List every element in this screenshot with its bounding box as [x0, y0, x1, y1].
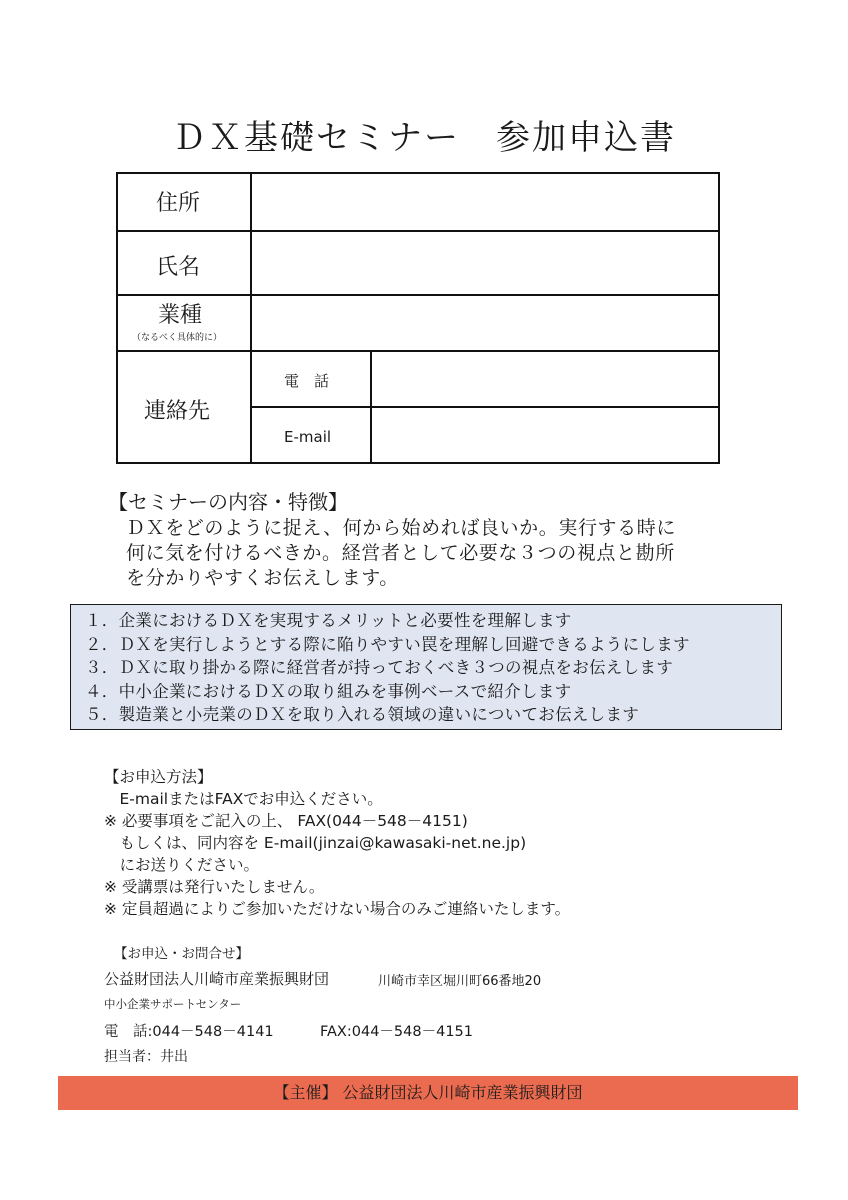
tel-number: 電 話:044－548－4141	[104, 1024, 274, 1040]
org-address: 川崎市幸区堀川町66番地20	[378, 974, 542, 989]
address-field[interactable]	[252, 174, 718, 230]
org-name: 公益財団法人川崎市産業振興財団	[104, 970, 330, 988]
industry-note: （なるべく具体的に）	[132, 333, 223, 343]
phone-field[interactable]	[372, 352, 718, 406]
center-name: 中小企業サポートセンター	[104, 997, 242, 1011]
content-description	[126, 516, 766, 591]
address-label: 住所	[156, 191, 201, 216]
contact-person: 担当者：井出	[104, 1049, 188, 1065]
key-point: １．企業におけるＤＸを実現するメリットと必要性を理解します	[85, 611, 572, 630]
key-point: ３．ＤＸに取り掛かる際に経営者が持っておくべき３つの視点をお伝えします	[85, 658, 673, 677]
apply-line: ※ 必要事項をご記入の上、 FAX(044－548－4151)	[104, 812, 468, 830]
apply-heading: 【お申込方法】	[104, 768, 213, 786]
application-form	[116, 172, 720, 464]
key-point: ２．ＤＸを実行しようとする際に陥りやすい罠を理解し回避できるようにします	[85, 634, 690, 654]
desc-line: 何に気を付けるべきか。経営者として必要な３つの視点と勘所	[126, 542, 675, 564]
industry-label: 業種	[158, 303, 203, 328]
key-point: ５．製造業と小売業のＤＸを取り入れる領域の違いについてお伝えします	[85, 705, 640, 724]
industry-field[interactable]	[252, 296, 718, 350]
apply-line: E-mailまたはFAXでお申込ください。	[104, 790, 383, 808]
key-point: ４．中小企業におけるＤＸの取り組みを事例ベースで紹介します	[85, 681, 572, 701]
apply-line: もしくは、同内容を E-mail(jinzai@kawasaki-net.ne.jp)	[104, 834, 527, 852]
name-label: 氏名	[156, 255, 201, 280]
apply-line: にお送りください。	[104, 856, 260, 874]
page-title: ＤＸ基礎セミナー 参加申込書	[172, 118, 676, 158]
key-points-box	[70, 604, 782, 730]
content-heading: 【セミナーの内容・特徴】	[108, 490, 348, 514]
email-label: E-mail	[284, 428, 332, 446]
inquiry-heading: 【お申込・お問合せ】	[114, 946, 249, 962]
desc-line: を分かりやすくお伝えします。	[126, 567, 399, 589]
fax-number: FAX:044－548－4151	[320, 1024, 474, 1040]
application-method	[104, 766, 570, 920]
apply-line: ※ 受講票は発行いたしません。	[104, 878, 325, 896]
desc-line: ＤＸをどのように捉え、何から始めれば良いか。実行する時に	[126, 517, 676, 539]
phone-label: 電 話	[284, 372, 330, 390]
apply-line: ※ 定員超過によりご参加いただけない場合のみご連絡いたします。	[104, 900, 571, 918]
contact-label: 連絡先	[144, 399, 211, 424]
name-field[interactable]	[252, 232, 718, 294]
email-field[interactable]	[372, 408, 718, 462]
organizer-banner: 【主催】 公益財団法人川崎市産業振興財団	[58, 1076, 798, 1110]
